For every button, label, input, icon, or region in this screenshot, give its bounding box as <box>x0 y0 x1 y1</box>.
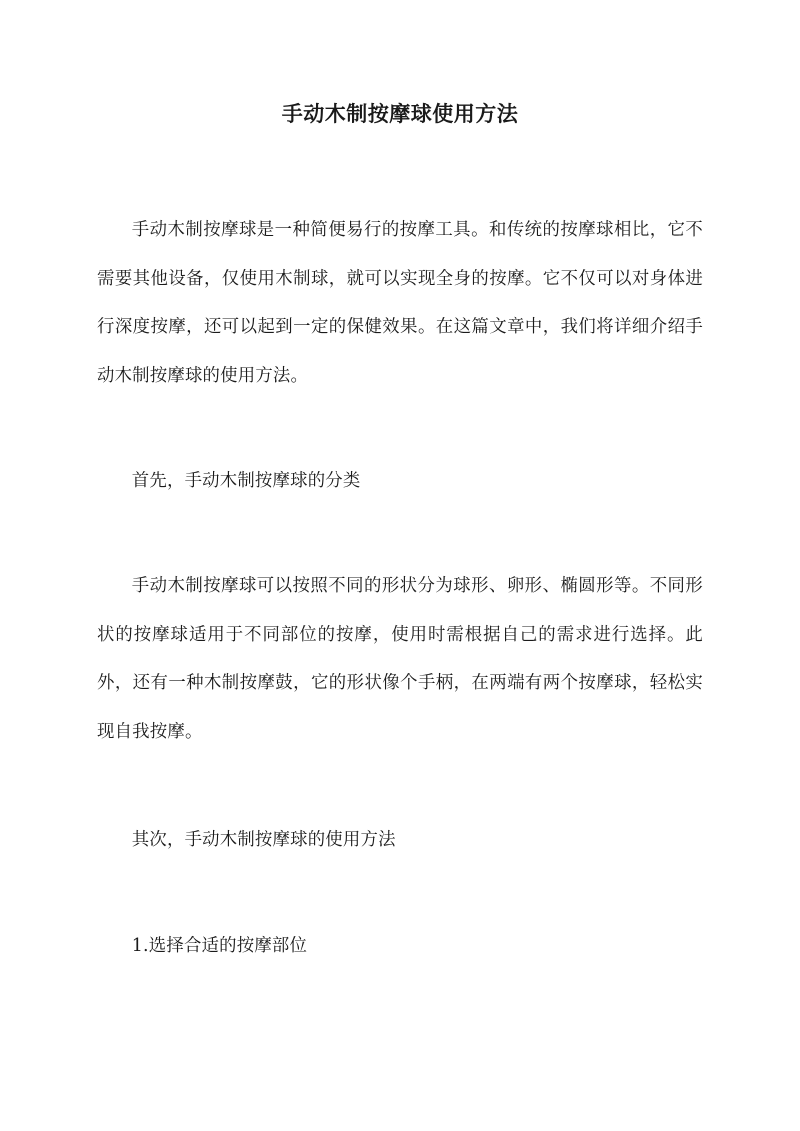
usage-step-1: 1.选择合适的按摩部位 <box>131 936 308 956</box>
classification-paragraph: 手动木制按摩球可以按照不同的形状分为球形、卵形、椭圆形等。不同形状的按摩球适用于不同部位的按摩，使用时需根据自己的需求进行选择。此外，还有一种木制按摩鼓，它的形状像个手柄，在两端有两个按摩球，轻松实现自我按摩。 <box>97 576 703 742</box>
section-heading-classification: 首先，手动木制按摩球的分类 <box>131 471 361 491</box>
document-title: 手动木制按摩球使用方法 <box>281 101 519 126</box>
section-heading-usage: 其次，手动木制按摩球的使用方法 <box>131 830 396 850</box>
intro-paragraph: 手动木制按摩球是一种简便易行的按摩工具。和传统的按摩球相比，它不需要其他设备，仅使用木制球，就可以实现全身的按摩。它不仅可以对身体进行深度按摩，还可以起到一定的保健效果。在这篇文章中，我们将详细介绍手动木制按摩球的使用方法。 <box>97 220 703 386</box>
